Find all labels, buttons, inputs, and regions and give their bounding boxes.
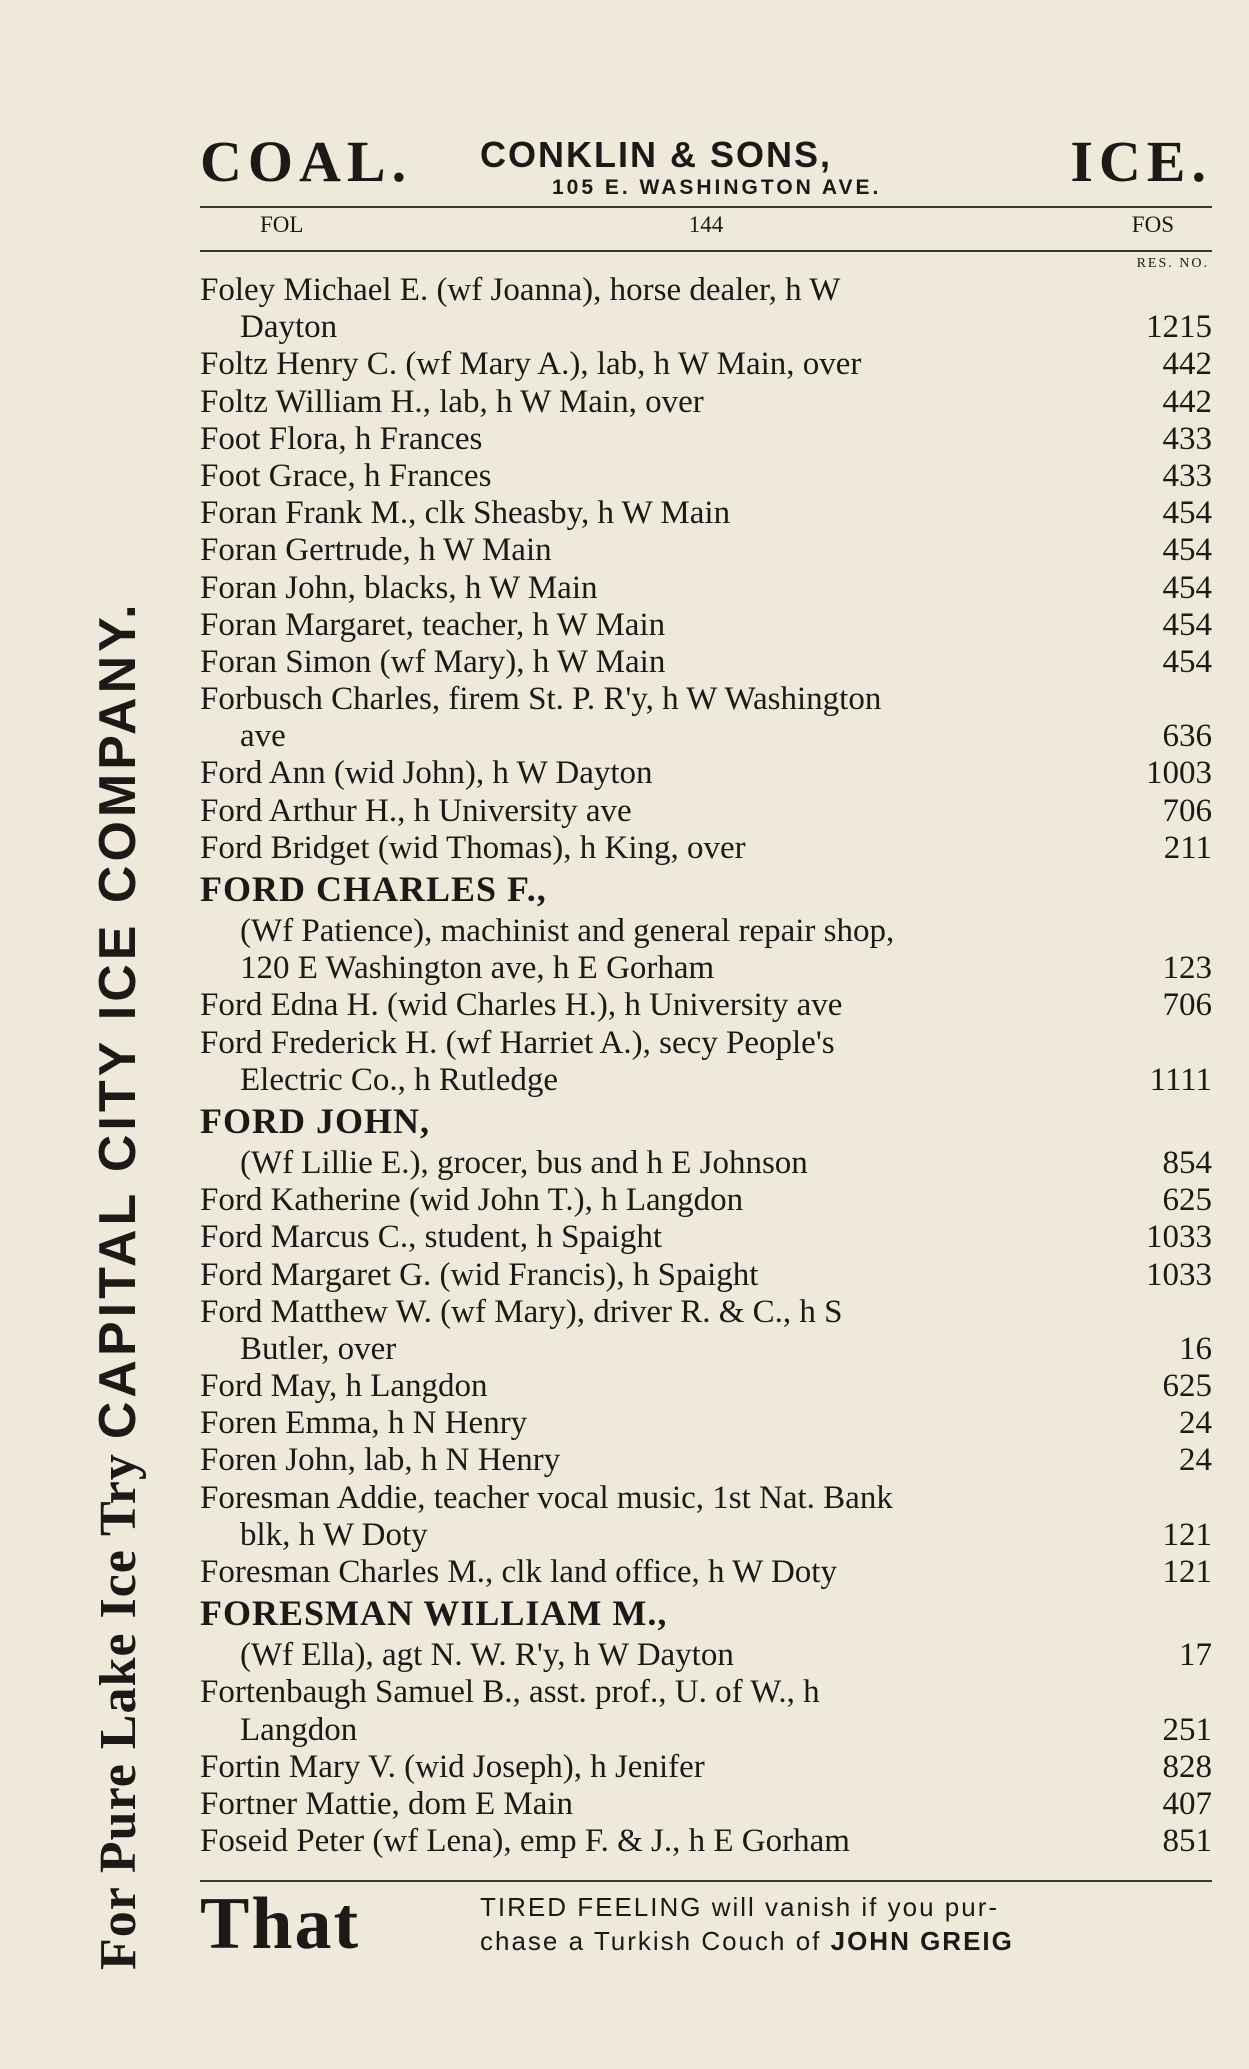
residence-number: 1111	[1149, 1061, 1212, 1098]
residence-number: 625	[1162, 1368, 1212, 1405]
residence-number: 442	[1162, 383, 1212, 420]
entry-text: Electric Co., h Rutledge	[240, 1061, 558, 1098]
entry-line	[200, 272, 1212, 309]
entry-line	[200, 1480, 1212, 1517]
residence-number: 625	[1162, 1182, 1212, 1219]
entry-text: Foltz William H., lab, h W Main, over	[200, 383, 704, 420]
entry-text: Foran Frank M., clk Sheasby, h W Main	[200, 495, 731, 532]
directory-entries	[200, 272, 1212, 1860]
entry-line	[200, 1786, 1212, 1823]
entry-line	[200, 913, 1212, 950]
running-head-left: FOL	[260, 212, 304, 237]
entry-text: (Wf Lillie E.), grocer, bus and h E Johnson	[240, 1144, 808, 1181]
entry-text: Foot Flora, h Frances	[200, 420, 483, 457]
header-ice: ICE.	[1070, 129, 1212, 194]
entry-line	[200, 1219, 1212, 1256]
entry-line	[200, 1674, 1212, 1711]
entry-line	[200, 1517, 1212, 1554]
entry-text: Foltz Henry C. (wf Mary A.), lab, h W Main, over	[200, 346, 862, 383]
running-head	[200, 210, 1212, 244]
entry-text: (Wf Ella), agt N. W. R'y, h W Dayton	[240, 1637, 734, 1674]
entry-line	[200, 421, 1212, 458]
page-header-advertisement	[200, 128, 1212, 208]
residence-number: 442	[1162, 346, 1212, 383]
entry-line	[200, 570, 1212, 607]
entry-text: Dayton	[240, 309, 338, 346]
entry-line	[200, 793, 1212, 830]
page-number: 144	[688, 212, 724, 237]
entry-text: Ford Edna H. (wid Charles H.), h University ave	[200, 987, 843, 1024]
entry-line	[200, 1749, 1212, 1786]
residence-number: 121	[1162, 1554, 1212, 1590]
entry-text: Foresman Charles M., clk land office, h W Doty	[200, 1554, 837, 1590]
footer-ad-text	[480, 1890, 1014, 1958]
entry-text: FORD JOHN,	[200, 1100, 430, 1141]
residence-number: 16	[1179, 1330, 1212, 1367]
entry-text: Ford Arthur H., h University ave	[200, 792, 632, 829]
entry-line	[200, 1331, 1212, 1368]
header-rule	[200, 206, 1212, 208]
entry-line	[200, 495, 1212, 532]
residence-number: 454	[1162, 569, 1212, 606]
running-head-rule	[200, 250, 1212, 252]
residence-number: 854	[1162, 1144, 1212, 1181]
entry-line	[200, 1257, 1212, 1294]
side-ad-company: CAPITAL CITY ICE COMPANY.	[89, 600, 147, 1440]
entry-text: Foran John, blacks, h W Main	[200, 569, 598, 606]
entry-text: Foseid Peter (wf Lena), emp F. & J., h E Gorham	[200, 1823, 850, 1860]
footer-ad-line-1: TIRED FEELING will vanish if you pur-	[480, 1892, 1000, 1922]
entry-text: FORD CHARLES F.,	[200, 869, 547, 909]
residence-number: 636	[1162, 718, 1212, 755]
entry-text: Forbusch Charles, firem St. P. R'y, h W Washington	[200, 681, 882, 718]
entry-heading	[200, 1099, 1212, 1145]
residence-number: 17	[1179, 1637, 1212, 1674]
entry-line	[200, 644, 1212, 681]
entry-line	[200, 1062, 1212, 1099]
entry-text: Foren Emma, h N Henry	[200, 1405, 528, 1442]
residence-number: 1003	[1146, 755, 1212, 792]
entry-line	[200, 830, 1212, 867]
side-ad-text: For Pure Lake Ice Try	[89, 1453, 147, 1970]
entry-line	[200, 1442, 1212, 1479]
entry-line	[200, 532, 1212, 569]
header-address: 105 E. WASHINGTON AVE.	[552, 176, 882, 199]
footer-ad-merchant: JOHN GREIG	[830, 1926, 1014, 1956]
entry-heading	[200, 867, 1212, 913]
residence-number: 454	[1162, 532, 1212, 569]
entry-text: Ford Ann (wid John), h W Dayton	[200, 755, 653, 792]
residence-number: 851	[1162, 1823, 1212, 1860]
residence-number: 24	[1179, 1405, 1212, 1442]
entry-text: Ford Matthew W. (wf Mary), driver R. & C., h S	[200, 1293, 843, 1330]
residence-number: 251	[1162, 1711, 1212, 1748]
residence-number: 454	[1162, 606, 1212, 643]
residence-number: 433	[1162, 420, 1212, 457]
entry-text: Ford Marcus C., student, h Spaight	[200, 1219, 662, 1256]
entry-line	[200, 987, 1212, 1024]
residence-number: 433	[1162, 457, 1212, 494]
entry-text: Ford Frederick H. (wf Harriet A.), secy People's	[200, 1024, 835, 1061]
entry-text: Foot Grace, h Frances	[200, 457, 492, 494]
residence-number: 1033	[1146, 1256, 1212, 1293]
running-head-right: FOS	[1131, 212, 1174, 237]
entry-text: Ford Bridget (wid Thomas), h King, over	[200, 829, 746, 866]
side-advertisement	[58, 120, 178, 1970]
entry-text: Ford Margaret G. (wid Francis), h Spaight	[200, 1256, 759, 1293]
entry-text: Foran Gertrude, h W Main	[200, 532, 552, 569]
header-coal: COAL.	[200, 129, 413, 194]
entry-line	[200, 458, 1212, 495]
entry-line	[200, 1637, 1212, 1674]
entry-text: Foresman Addie, teacher vocal music, 1st Nat. Bank	[200, 1479, 893, 1516]
residence-number: 706	[1162, 792, 1212, 829]
entry-text: Langdon	[240, 1711, 358, 1748]
entry-line	[200, 1368, 1212, 1405]
res-no-label: RES. NO.	[1136, 256, 1209, 271]
entry-line	[200, 950, 1212, 987]
entry-text: Foren John, lab, h N Henry	[200, 1442, 561, 1479]
entry-text: Fortenbaugh Samuel B., asst. prof., U. of W., h	[200, 1674, 820, 1711]
entry-text: Fortner Mattie, dom E Main	[200, 1785, 574, 1822]
footer-ad-line-2	[480, 1924, 1014, 1958]
entry-line	[200, 1025, 1212, 1062]
residence-number: 121	[1162, 1516, 1212, 1553]
entry-text: Ford May, h Langdon	[200, 1368, 488, 1405]
entry-line	[200, 1712, 1212, 1749]
residence-number: 211	[1163, 829, 1212, 866]
entry-line	[200, 1823, 1212, 1860]
residence-number: 407	[1162, 1785, 1212, 1822]
entry-text: blk, h W Doty	[240, 1516, 428, 1553]
entry-text: 120 E Washington ave, h E Gorham	[240, 950, 715, 987]
entry-line	[200, 384, 1212, 421]
entry-text: Fortin Mary V. (wid Joseph), h Jenifer	[200, 1748, 705, 1785]
entry-line	[200, 718, 1212, 755]
residence-number: 706	[1162, 987, 1212, 1024]
header-firm-name: CONKLIN & SONS,	[480, 134, 833, 175]
entry-text: Ford Katherine (wid John T.), h Langdon	[200, 1182, 744, 1219]
entry-text: ave	[240, 718, 286, 755]
residence-number: 24	[1179, 1442, 1212, 1479]
entry-line	[200, 309, 1212, 346]
entry-line	[200, 1182, 1212, 1219]
entry-line	[200, 1405, 1212, 1442]
entry-text: FORESMAN WILLIAM M.,	[200, 1593, 668, 1634]
residence-number: 123	[1162, 950, 1212, 987]
entry-text: Foran Simon (wf Mary), h W Main	[200, 643, 666, 680]
footer-that: That	[200, 1883, 361, 1965]
residence-number: 1215	[1146, 309, 1212, 346]
footer-advertisement	[200, 1883, 1212, 1965]
entry-line	[200, 346, 1212, 383]
entry-text: Foran Margaret, teacher, h W Main	[200, 606, 666, 643]
entry-text: Butler, over	[240, 1330, 397, 1367]
residence-number: 828	[1162, 1748, 1212, 1785]
entry-text: (Wf Patience), machinist and general repair shop,	[240, 913, 895, 949]
entry-heading	[200, 1591, 1212, 1637]
entry-line	[200, 1294, 1212, 1331]
residence-number: 454	[1162, 643, 1212, 680]
footer-ad-line-2-text: chase a Turkish Couch of	[480, 1926, 831, 1956]
entry-line	[200, 1554, 1212, 1591]
entry-line	[200, 607, 1212, 644]
entry-line	[200, 1145, 1212, 1182]
entry-line	[200, 755, 1212, 792]
residence-number: 1033	[1146, 1219, 1212, 1256]
entry-line	[200, 681, 1212, 718]
residence-number: 454	[1162, 495, 1212, 532]
entry-text: Foley Michael E. (wf Joanna), horse dealer, h W	[200, 272, 841, 308]
